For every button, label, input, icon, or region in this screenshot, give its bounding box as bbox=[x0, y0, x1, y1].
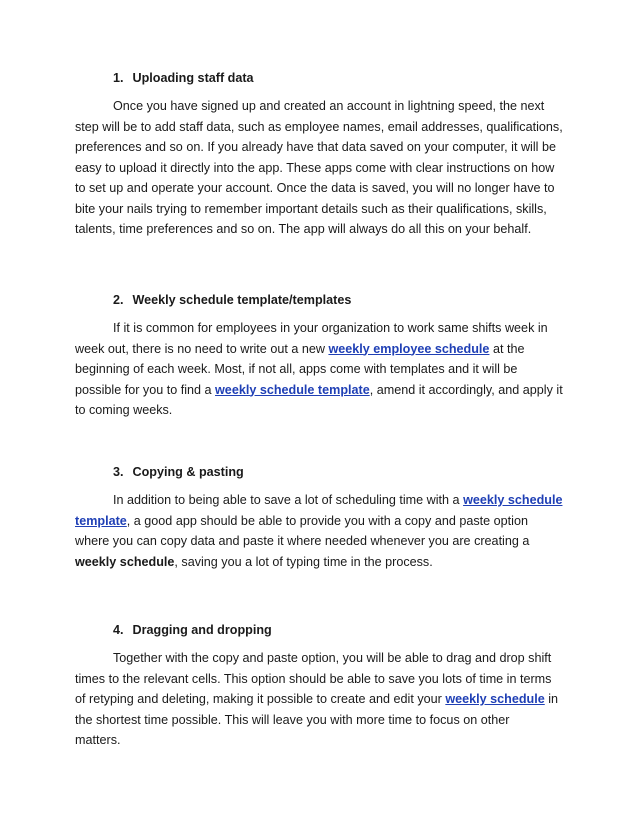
section-number: 4. bbox=[113, 623, 124, 637]
paragraph-line: bite your nails trying to remember important details such as their qualifications, skills, bbox=[75, 201, 547, 216]
section-title: Uploading staff data bbox=[132, 71, 254, 85]
section-title: Copying & pasting bbox=[132, 465, 244, 479]
section-paragraph bbox=[75, 96, 595, 240]
section-heading bbox=[113, 620, 595, 640]
paragraph-line: If it is common for employees in your organization to work same shifts week in bbox=[113, 321, 548, 335]
weekly-schedule-link[interactable]: weekly schedule bbox=[445, 692, 545, 706]
section-number: 2. bbox=[113, 293, 124, 307]
section-heading bbox=[113, 290, 595, 310]
line-text: possible for you to find a bbox=[75, 382, 216, 397]
weekly-schedule-template-link[interactable]: weekly schedule template bbox=[215, 382, 370, 397]
section-title: Weekly schedule template/templates bbox=[132, 293, 352, 307]
line-text: , saving you a lot of typing time in the process. bbox=[174, 554, 433, 569]
line-text: of retyping and deleting, making it possible to create and edit your bbox=[75, 692, 446, 706]
section-paragraph bbox=[75, 490, 595, 572]
bold-text: weekly schedule bbox=[75, 554, 175, 569]
paragraph-line bbox=[75, 511, 595, 532]
paragraph-line: the shortest time possible. This will leave you with more time to focus on other bbox=[75, 712, 510, 727]
paragraph-line: Once you have signed up and created an account in lightning speed, the next bbox=[113, 99, 545, 113]
section-heading bbox=[113, 462, 595, 482]
section-title: Dragging and dropping bbox=[132, 623, 272, 637]
paragraph-line: to set up and operate your account. Once the data is saved, you will no longer have to bbox=[75, 181, 555, 195]
line-text: in bbox=[544, 692, 559, 706]
section-number: 1. bbox=[113, 71, 124, 85]
paragraph-line: talents, time preferences and so on. The app will always do all this on your behalf. bbox=[75, 222, 532, 236]
line-text: In addition to being able to save a lot of scheduling time with a bbox=[113, 493, 464, 507]
section-number: 3. bbox=[113, 465, 124, 479]
line-text: , a good app should be able to provide you with a copy and paste option bbox=[126, 513, 528, 528]
section-copying-pasting bbox=[75, 462, 595, 572]
paragraph-line bbox=[75, 552, 595, 573]
paragraph-line: easy to upload it directly into the app. These apps come with clear instructions on how bbox=[75, 160, 555, 175]
section-weekly-schedule-template bbox=[75, 290, 595, 421]
paragraph-line: beginning of each week. Most, if not all, apps come with templates and it will be bbox=[75, 362, 518, 376]
paragraph-line bbox=[75, 689, 595, 710]
section-paragraph bbox=[75, 318, 595, 421]
weekly-schedule-template-link-part2[interactable]: template bbox=[75, 513, 127, 528]
paragraph-line: matters. bbox=[75, 733, 121, 747]
weekly-employee-schedule-link[interactable]: weekly employee schedule bbox=[328, 341, 490, 356]
weekly-schedule-template-link-part1[interactable]: weekly schedule bbox=[463, 493, 563, 507]
line-text: , amend it accordingly, and apply it bbox=[369, 382, 563, 397]
paragraph-line bbox=[75, 380, 595, 401]
line-text: at the bbox=[489, 341, 525, 356]
paragraph-line bbox=[75, 490, 595, 511]
paragraph-line: Together with the copy and paste option, you will be able to drag and drop shift bbox=[113, 651, 552, 665]
paragraph-line: times to the relevant cells. This option should be able to save you lots of time in terms bbox=[75, 671, 552, 686]
paragraph-line bbox=[75, 339, 595, 360]
line-text: week out, there is no need to write out a new bbox=[75, 341, 329, 356]
paragraph-line: preferences and so on. If you already have that data saved on your computer, it will be bbox=[75, 140, 556, 154]
section-uploading-staff-data bbox=[75, 68, 595, 240]
section-heading bbox=[113, 68, 595, 88]
section-dragging-dropping bbox=[75, 620, 595, 751]
paragraph-line: where you can copy data and paste it where needed whenever you are creating a bbox=[75, 534, 530, 548]
paragraph-line: step will be to add staff data, such as employee names, email addresses, qualifications, bbox=[75, 119, 563, 134]
section-paragraph bbox=[75, 648, 595, 751]
paragraph-line: to coming weeks. bbox=[75, 403, 173, 417]
